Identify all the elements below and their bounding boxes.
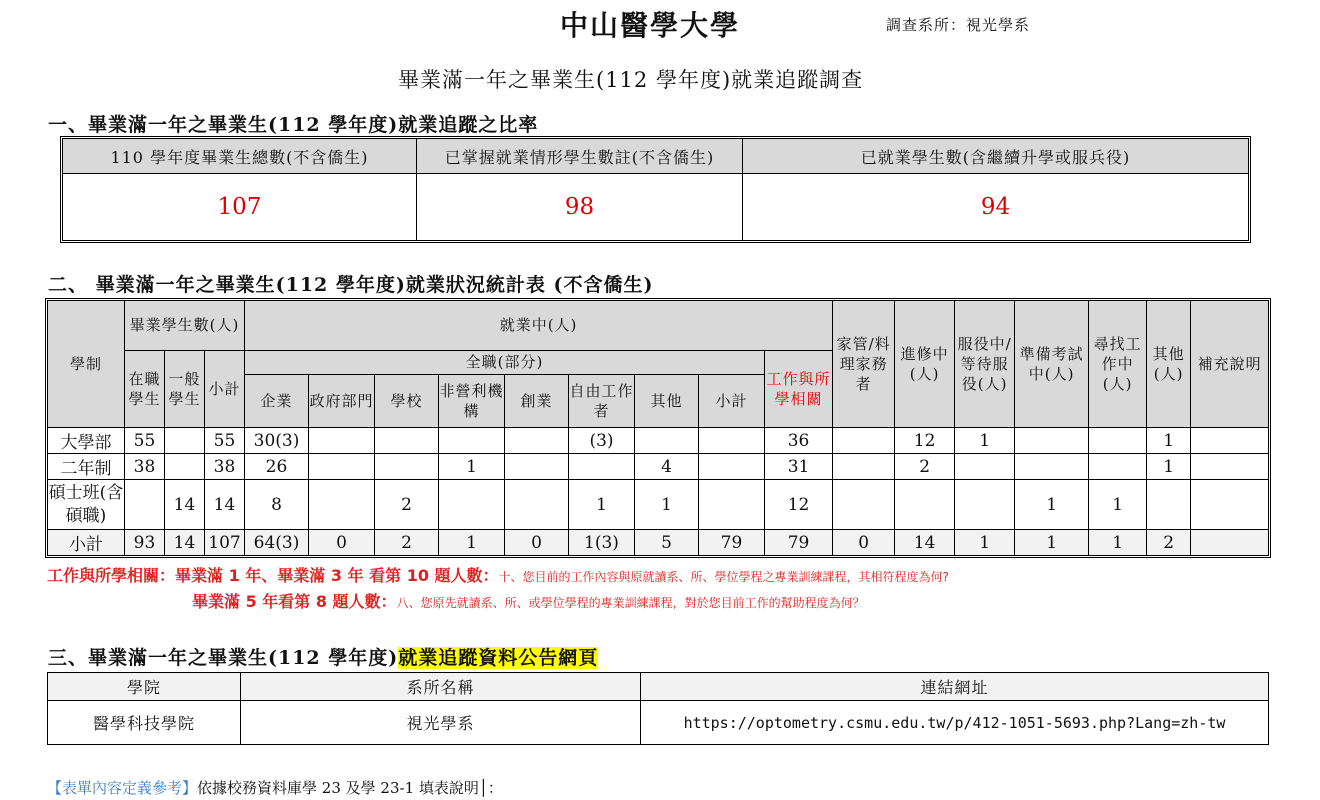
college-header: 學院 xyxy=(48,673,241,701)
table-cell: 26 xyxy=(245,454,309,480)
table-cell: 0 xyxy=(309,530,375,556)
table-cell: 0 xyxy=(833,530,895,556)
header-grad-count: 畢業學生數(人) xyxy=(125,301,245,351)
table-row xyxy=(48,530,1269,556)
employed-header: 已就業學生數(含繼續升學或服兵役) xyxy=(743,139,1249,174)
table-cell xyxy=(833,480,895,530)
table-cell: (3) xyxy=(569,428,635,454)
note1-question: 十、您目前的工作內容與原就讀系、所、學位學程之專業訓練課程，其相符程度為何? xyxy=(498,570,949,584)
table-cell: 55 xyxy=(205,428,245,454)
table-cell: 5 xyxy=(635,530,699,556)
university-title: 中山醫學大學 xyxy=(560,9,741,42)
table-cell: 79 xyxy=(765,530,833,556)
header-employed: 就業中(人) xyxy=(245,301,833,351)
table-cell xyxy=(375,454,439,480)
table-cell xyxy=(505,480,569,530)
college-cell: 醫學科技學院 xyxy=(48,701,241,745)
table-cell: 1(3) xyxy=(569,530,635,556)
table-cell: 36 xyxy=(765,428,833,454)
header-general: 一般學生 xyxy=(165,351,205,428)
reference-label: 【表單內容定義參考】 xyxy=(47,779,198,797)
table-cell xyxy=(309,480,375,530)
section3-title xyxy=(48,643,598,670)
header-other: 其他 xyxy=(635,375,699,428)
known-status-header: 已掌握就業情形學生數註(不含僑生) xyxy=(417,139,743,174)
row-label: 二年制 xyxy=(48,454,125,480)
employed-value: 94 xyxy=(743,174,1249,241)
row-label: 大學部 xyxy=(48,428,125,454)
table-cell xyxy=(375,428,439,454)
table-cell: 1 xyxy=(1015,530,1089,556)
table-cell: 14 xyxy=(205,480,245,530)
table-cell xyxy=(1191,530,1269,556)
table-cell: 31 xyxy=(765,454,833,480)
table-cell xyxy=(699,428,765,454)
table-cell: 64(3) xyxy=(245,530,309,556)
table-cell xyxy=(1089,428,1147,454)
table-cell: 14 xyxy=(895,530,955,556)
section2-title: 二、 畢業滿一年之畢業生(112 學年度)就業狀況統計表 (不含僑生) xyxy=(48,274,654,296)
total-grads-value: 107 xyxy=(63,174,417,241)
table-cell xyxy=(309,454,375,480)
header-in-service: 在職學生 xyxy=(125,351,165,428)
employment-ratio-table xyxy=(62,138,1249,241)
table-cell: 4 xyxy=(635,454,699,480)
header-freelance: 自由工作者 xyxy=(569,375,635,428)
table-cell: 14 xyxy=(165,530,205,556)
table-cell xyxy=(635,428,699,454)
header-enterprise: 企業 xyxy=(245,375,309,428)
note2-question: 八、您原先就讀系、所、或學位學程的專業訓練課程，對於您目前工作的幫助程度為何？ xyxy=(396,596,865,610)
header-study: 進修中(人) xyxy=(895,301,955,428)
header-school: 學校 xyxy=(375,375,439,428)
table-cell: 79 xyxy=(699,530,765,556)
table-cell xyxy=(505,428,569,454)
table-cell xyxy=(505,454,569,480)
survey-department: 調查系所：視光學系 xyxy=(886,16,1031,34)
table-cell xyxy=(1015,454,1089,480)
table-cell xyxy=(125,480,165,530)
reference-note xyxy=(47,777,503,798)
url-header: 連結網址 xyxy=(641,673,1269,701)
table-cell: 1 xyxy=(635,480,699,530)
table-cell: 30(3) xyxy=(245,428,309,454)
note2-label: 畢業滿 5 年看第 8 題人數： xyxy=(192,592,397,611)
url-link[interactable]: https://optometry.csmu.edu.tw/p/412-1051-5693.php?Lang=zh-tw xyxy=(641,701,1269,745)
table-cell: 38 xyxy=(205,454,245,480)
table-cell xyxy=(833,428,895,454)
header-remark: 補充說明 xyxy=(1191,301,1269,428)
note-related-5yr xyxy=(192,589,865,612)
table-cell: 1 xyxy=(1089,480,1147,530)
table-cell: 38 xyxy=(125,454,165,480)
header-military: 服役中/等待服役(人) xyxy=(955,301,1015,428)
header-other2: 其他(人) xyxy=(1147,301,1191,428)
total-grads-header: 110 學年度畢業生總數(不含僑生) xyxy=(63,139,417,174)
announcement-table xyxy=(47,672,1269,745)
known-status-value: 98 xyxy=(417,174,743,241)
table-cell: 1 xyxy=(1147,428,1191,454)
table-cell xyxy=(955,454,1015,480)
section3-title-highlight: 就業追蹤資料公告網頁 xyxy=(398,647,599,669)
header-emp-subtotal: 小計 xyxy=(699,375,765,428)
table-cell: 1 xyxy=(955,530,1015,556)
row-label: 小計 xyxy=(48,530,125,556)
header-subtotal: 小計 xyxy=(205,351,245,428)
table-cell xyxy=(1015,428,1089,454)
table-cell: 1 xyxy=(1147,454,1191,480)
note1-label: 工作與所學相關：畢業滿 1 年、畢業滿 3 年 看第 10 題人數： xyxy=(47,566,499,585)
table-cell: 1 xyxy=(1089,530,1147,556)
table-row xyxy=(48,454,1269,480)
employment-stats-table xyxy=(47,300,1269,556)
table-cell: 0 xyxy=(505,530,569,556)
table-row xyxy=(48,428,1269,454)
table-cell: 1 xyxy=(569,480,635,530)
section1-title: 一、畢業滿一年之畢業生(112 學年度)就業追蹤之比率 xyxy=(48,114,539,136)
table-cell: 1 xyxy=(439,454,505,480)
page-subtitle: 畢業滿一年之畢業生(112 學年度)就業追蹤調查 xyxy=(398,68,864,92)
table-cell xyxy=(1147,480,1191,530)
table-cell: 55 xyxy=(125,428,165,454)
table-cell: 107 xyxy=(205,530,245,556)
table-cell xyxy=(165,454,205,480)
table-row xyxy=(48,480,1269,530)
table-cell: 2 xyxy=(375,530,439,556)
table-cell: 2 xyxy=(895,454,955,480)
table-cell xyxy=(895,480,955,530)
table-cell: 1 xyxy=(955,428,1015,454)
section3-title-text: 三、畢業滿一年之畢業生(112 學年度) xyxy=(48,647,399,669)
table-cell xyxy=(833,454,895,480)
table-cell: 12 xyxy=(765,480,833,530)
header-related: 工作與所學相關 xyxy=(765,351,833,428)
table-cell xyxy=(699,480,765,530)
reference-text: 依據校務資料庫學 23 及學 23-1 填表說明│： xyxy=(197,779,503,797)
dept-cell: 視光學系 xyxy=(241,701,641,745)
table-cell xyxy=(1191,428,1269,454)
table-cell xyxy=(955,480,1015,530)
row-label: 碩士班(含碩職) xyxy=(48,480,125,530)
header-startup: 創業 xyxy=(505,375,569,428)
table-cell xyxy=(1191,454,1269,480)
table-cell: 1 xyxy=(439,530,505,556)
header-homemaker: 家管/料理家務者 xyxy=(833,301,895,428)
header-system: 學制 xyxy=(48,301,125,428)
table-cell xyxy=(569,454,635,480)
header-nonprofit: 非營利機構 xyxy=(439,375,505,428)
table-cell xyxy=(699,454,765,480)
note-related-1-3yr xyxy=(47,563,949,586)
table-cell: 14 xyxy=(165,480,205,530)
header-exam: 準備考試中(人) xyxy=(1015,301,1089,428)
header-seeking: 尋找工作中(人) xyxy=(1089,301,1147,428)
table-cell: 2 xyxy=(1147,530,1191,556)
table-cell xyxy=(439,480,505,530)
dept-header: 系所名稱 xyxy=(241,673,641,701)
table-cell: 1 xyxy=(1015,480,1089,530)
table-cell xyxy=(1191,480,1269,530)
table-cell xyxy=(165,428,205,454)
table-cell: 12 xyxy=(895,428,955,454)
table-cell: 2 xyxy=(375,480,439,530)
table-cell xyxy=(309,428,375,454)
header-fulltime: 全職(部分) xyxy=(245,351,765,375)
table-cell xyxy=(439,428,505,454)
header-government: 政府部門 xyxy=(309,375,375,428)
table-cell: 93 xyxy=(125,530,165,556)
table-cell: 8 xyxy=(245,480,309,530)
table-cell xyxy=(1089,454,1147,480)
